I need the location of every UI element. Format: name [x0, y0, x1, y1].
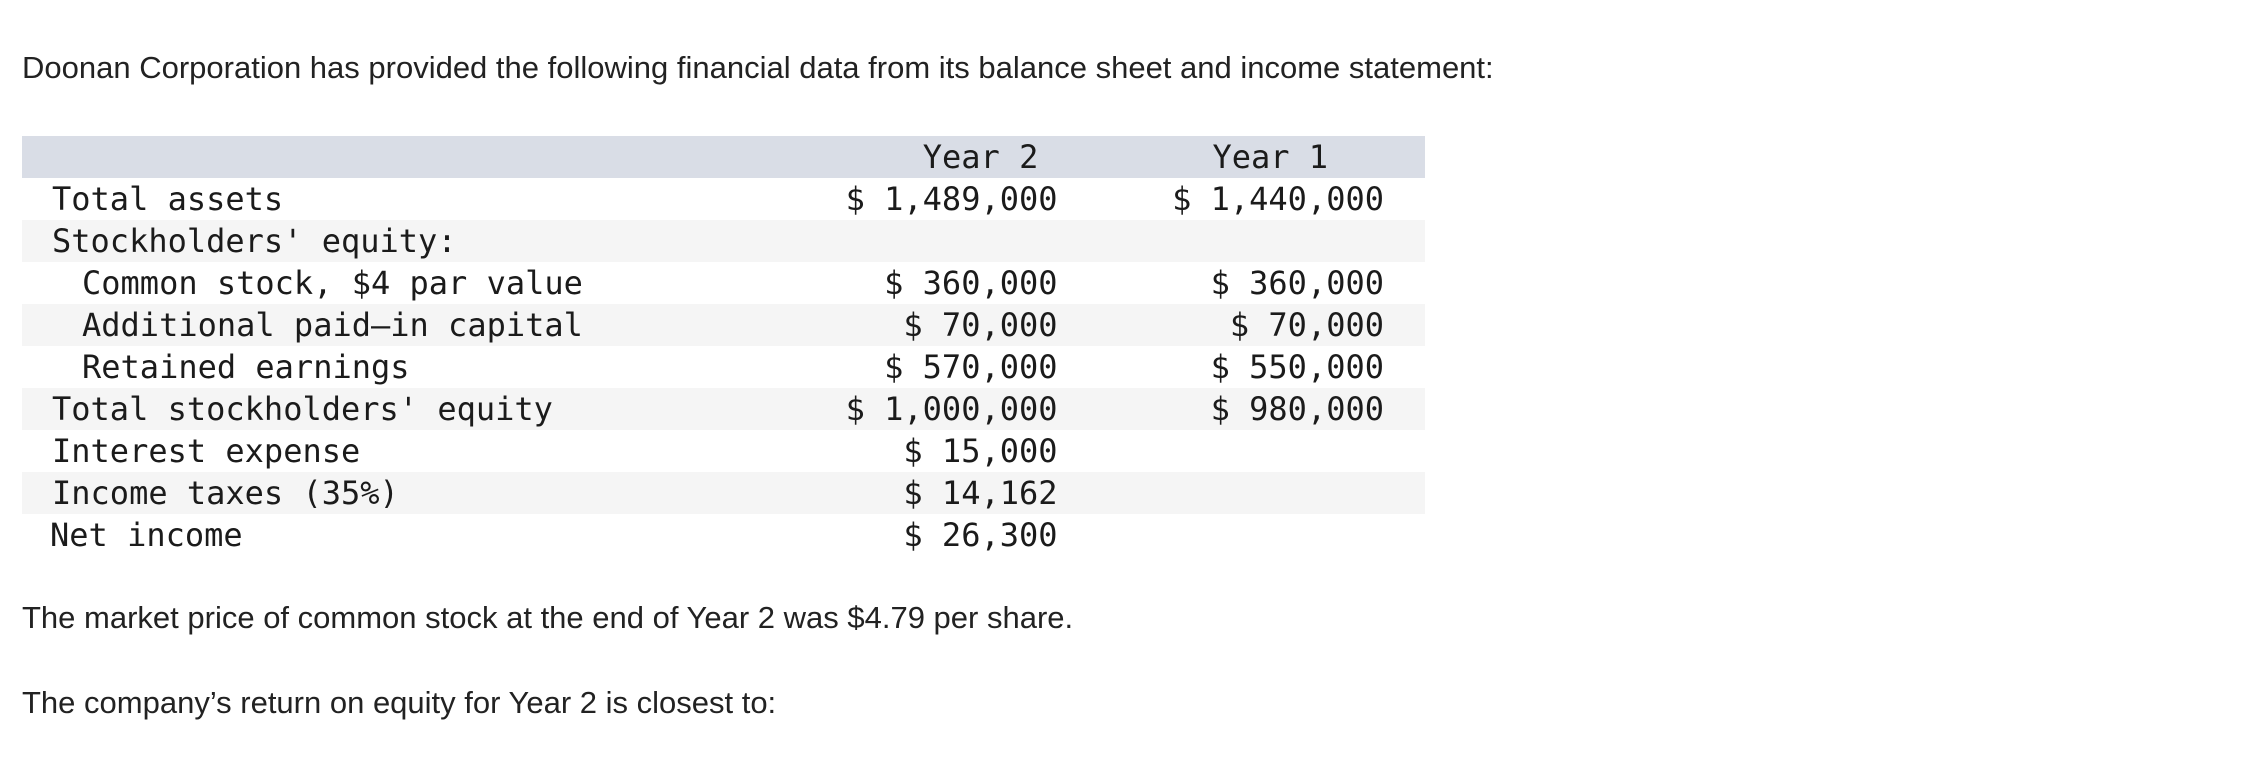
row-year-1 [1116, 220, 1425, 262]
row-label: Total assets [52, 180, 284, 218]
row-year-2: $ 1,000,000 [845, 390, 1058, 428]
row-label: Net income [50, 516, 243, 554]
row-label: Total stockholders' equity [52, 390, 553, 428]
row-label: Retained earnings [82, 348, 410, 386]
table-row [22, 346, 1425, 388]
row-year-1 [1116, 472, 1425, 514]
row-year-1 [1116, 514, 1425, 556]
table-row [22, 220, 1425, 262]
row-year-2: $ 26,300 [903, 516, 1058, 554]
table-row [22, 430, 1425, 472]
row-label: Additional paid–in capital [82, 306, 583, 344]
row-year-2: $ 360,000 [884, 264, 1058, 302]
intro-paragraph: Doonan Corporation has provided the following financial data from its balance sheet and income statement: [22, 50, 1494, 85]
question-paragraph: The company’s return on equity for Year 2 is closest to: [22, 685, 777, 720]
financial-data-table [22, 136, 1425, 556]
table-row [22, 388, 1425, 430]
table-row [22, 472, 1425, 514]
market-price-paragraph: The market price of common stock at the end of Year 2 was $4.79 per share. [22, 600, 1074, 635]
table-row [22, 514, 1425, 556]
row-label: Stockholders' equity: [52, 222, 457, 260]
row-label: Common stock, $4 par value [82, 264, 583, 302]
row-year-2: $ 1,489,000 [845, 180, 1058, 218]
table-row [22, 262, 1425, 304]
table-row [22, 304, 1425, 346]
row-year-1: $ 980,000 [1210, 390, 1384, 428]
row-year-2: $ 14,162 [903, 474, 1058, 512]
table-row [22, 178, 1425, 220]
row-label: Income taxes (35%) [52, 474, 399, 512]
row-year-1: $ 360,000 [1210, 264, 1384, 302]
header-year-1: Year 1 [1212, 138, 1329, 176]
row-year-1: $ 70,000 [1229, 306, 1384, 344]
row-year-2 [846, 220, 1116, 262]
row-year-1 [1116, 430, 1425, 472]
row-year-1: $ 550,000 [1210, 348, 1384, 386]
row-year-2: $ 570,000 [884, 348, 1058, 386]
row-year-1: $ 1,440,000 [1172, 180, 1384, 218]
header-label [22, 136, 846, 178]
row-year-2: $ 70,000 [903, 306, 1058, 344]
table-header-row [22, 136, 1425, 178]
header-year-2: Year 2 [922, 138, 1039, 176]
row-label: Interest expense [52, 432, 361, 470]
row-year-2: $ 15,000 [903, 432, 1058, 470]
